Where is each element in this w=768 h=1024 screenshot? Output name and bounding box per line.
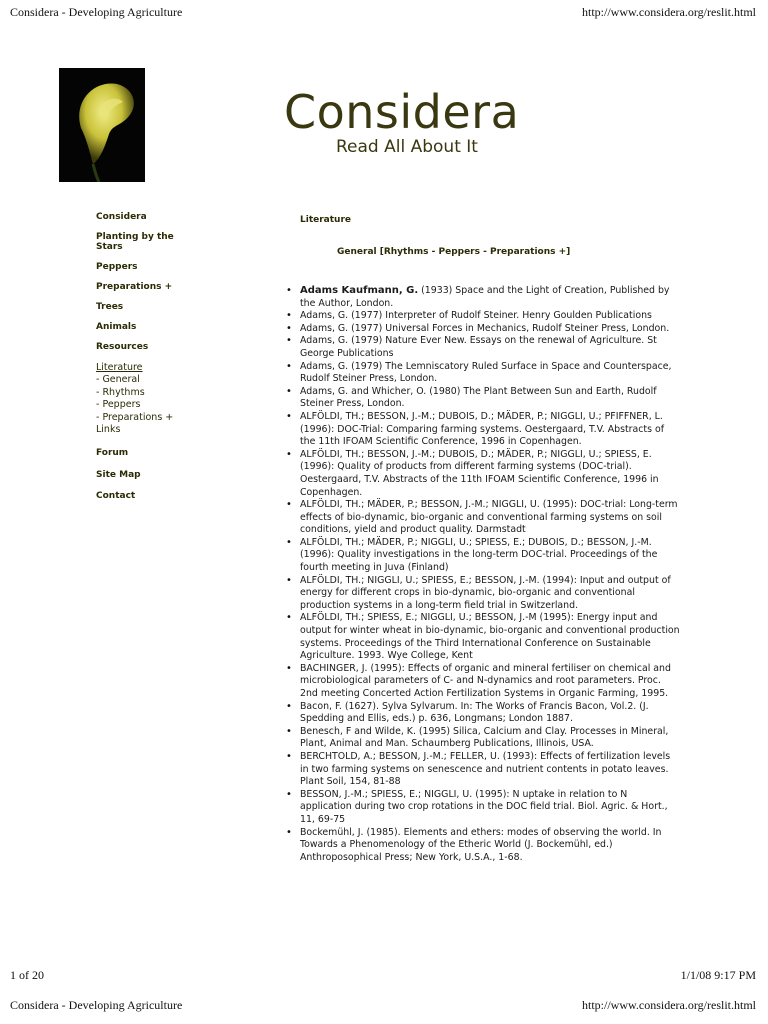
nav-item-resources[interactable]: Resources [96, 342, 149, 352]
nav-item-trees[interactable]: Trees [96, 302, 124, 312]
nav-subitem-rhythms[interactable]: - Rhythms [96, 386, 145, 398]
reference-item [300, 499, 680, 537]
page-count: 1 of 20 [10, 968, 44, 982]
main-content [300, 215, 680, 280]
nav-item-peppers[interactable]: Peppers [96, 262, 138, 272]
page-title: Literature [300, 215, 351, 225]
reference-item [300, 726, 680, 751]
reference-item [300, 411, 680, 449]
reference-text: Bacon, F. (1627). Sylva Sylvarum. In: The Works of Francis Bacon, Vol.2. (J. Spedding and Ellis, eds.) p. 636, Longmans; London 1887. [300, 700, 649, 725]
reference-item [300, 323, 680, 336]
print-timestamp: 1/1/08 9:17 PM [680, 968, 756, 982]
nav-item-forum[interactable]: Forum [96, 447, 129, 458]
reference-text: Adams, G. (1979) Nature Ever New. Essays on the renewal of Agriculture. St George Publications [300, 335, 657, 359]
nav-item-site-map[interactable]: Site Map [96, 469, 141, 480]
reference-author: Adams Kaufmann, G. [300, 285, 419, 296]
nav-subitem-general[interactable]: - General [96, 374, 140, 385]
reference-text: (1933) Space and the Light of Creation, Published by the Author, London. [300, 285, 670, 309]
literature-subnav[interactable]: General [Rhythms - Peppers - Preparations +] [337, 247, 571, 257]
print-header-url: http://www.considera.org/reslit.html [582, 5, 756, 19]
reference-text: ALFÖLDI, TH.; BESSON, J.-M.; DUBOIS, D.; MÄDER, P.; NIGGLI, U.; SPIESS, E. (1996): Quality of products from different farming systems (DOC-trial). Oestergaard, T.V. Abstracts of the 11th IFOAM Scientific Conference, 1996 in Copenhagen. [300, 448, 659, 498]
reference-text: ALFÖLDI, TH.; SPIESS, E.; NIGGLI, U.; BESSON, J.-M (1995): Energy input and output for winter wheat in bio-dynamic, bio-organic and conventional production systems. Proceedings of the Third International Conference on Sustainable Agriculture. 1993. Wye College, Kent [300, 612, 680, 662]
reference-text: ALFÖLDI, TH.; MÄDER, P.; BESSON, J.-M.; NIGGLI, U. (1995): DOC-trial: Long-term effects of bio-dynamic, bio-organic and conventional farming systems on soil conditions, yield and product quality. Darmstadt [300, 499, 678, 536]
reference-text: ALFÖLDI, TH.; BESSON, J.-M.; DUBOIS, D.; MÄDER, P.; NIGGLI, U.; PFIFFNER, L. (1996): DOC-Trial: Comparing farming systems. Oestergaard, T.V. Abstracts of the 11th IFOAM Scientific Conference, 1996 in Copenhagen. [300, 410, 665, 448]
calla-lily-image [59, 68, 145, 182]
nav-subitem-preparations[interactable]: - Preparations + [96, 411, 174, 423]
logo-tagline: Read All About It [336, 137, 478, 157]
reference-item [300, 361, 680, 386]
print-footer [10, 968, 756, 983]
nav-item-planting-by-the-stars[interactable]: Planting by the Stars [96, 232, 174, 252]
reference-item [300, 663, 680, 701]
nav-item-considera[interactable]: Considera [96, 212, 147, 222]
print-footer-url: http://www.considera.org/reslit.html [582, 998, 756, 1012]
reference-text: Adams, G. and Whicher, O. (1980) The Plant Between Sun and Earth, Rudolf Steiner Press, London. [300, 385, 657, 410]
reference-item [300, 386, 680, 411]
reference-text: BESSON, J.-M.; SPIESS, E.; NIGGLI, U. (1995): N uptake in relation to N application during two crop rotations in the DOC field trial. Biol. Agric. & Hort., 11, 69-75 [300, 788, 668, 825]
reference-item [300, 449, 680, 499]
reference-text: Bockemühl, J. (1985). Elements and ethers: modes of observing the world. In Towards a Phenomenology of the Etheric World (J. Bockemühl, ed.) Anthroposophical Press; New York, U.S.A., 1-68. [300, 826, 662, 863]
reference-text: Adams, G. (1977) Interpreter of Rudolf Steiner. Henry Goulden Publications [300, 310, 652, 322]
reference-text: Adams, G. (1979) The Lemniscatory Ruled Surface in Space and Counterspace, Rudolf Steiner Press, London. [300, 360, 672, 385]
reference-text: ALFÖLDI, TH.; MÄDER, P.; NIGGLI, U.; SPIESS, E.; DUBOIS, D.; BESSON, J.-M. (1996): Quality investigations in the long-term DOC-trial. Proceedings of the fourth meeting in Juva (Finland) [300, 536, 658, 574]
reference-item [300, 335, 680, 360]
print-footer-title: Considera - Developing Agriculture [10, 998, 183, 1012]
reference-text: BACHINGER, J. (1995): Effects of organic and mineral fertiliser on chemical and microbiological parameters of C- and N-dynamics and root parameters. Proc. 2nd meeting Concerted Action Fertilization Systems in Organic Farming, 1995. [300, 662, 671, 699]
nav-group-literature [96, 362, 196, 437]
site-logo[interactable] [284, 86, 584, 156]
logo-title: Considera [284, 85, 520, 139]
reference-list [300, 285, 680, 864]
reference-text: ALFÖLDI, TH.; NIGGLI, U.; SPIESS, E.; BESSON, J.-M. (1994): Input and output of energy for different crops in bio-dynamic, bio-organic and conventional production systems in a long-term field trial in Switzerland. [300, 574, 671, 611]
reference-item [300, 701, 680, 726]
print-footer-2 [10, 998, 756, 1013]
reference-item [300, 310, 680, 323]
reference-item [300, 612, 680, 662]
nav-subitem-peppers[interactable]: - Peppers [96, 399, 141, 410]
sidebar-nav [96, 212, 196, 511]
reference-item [300, 827, 680, 865]
reference-text: BERCHTOLD, A.; BESSON, J.-M.; FELLER, U. (1993): Effects of fertilization levels in two farming systems on senescence and nutrient contents in potato leaves. Plant Soil, 154, 81-88 [300, 750, 671, 788]
reference-item [300, 537, 680, 575]
nav-item-contact[interactable]: Contact [96, 490, 136, 501]
reference-item [300, 575, 680, 613]
reference-item [300, 751, 680, 789]
reference-text: Adams, G. (1977) Universal Forces in Mechanics, Rudolf Steiner Press, London. [300, 322, 670, 334]
nav-item-animals[interactable]: Animals [96, 322, 137, 332]
reference-item [300, 789, 680, 827]
reference-text: Benesch, F and Wilde, K. (1995) Silica, Calcium and Clay. Processes in Mineral, Plant, Animal and Man. Schaumberg Publications, Illinois, USA. [300, 725, 669, 750]
print-header [10, 5, 756, 20]
nav-item-preparations[interactable]: Preparations + [96, 282, 173, 292]
print-header-title: Considera - Developing Agriculture [10, 5, 183, 19]
calla-lily-icon [59, 68, 145, 182]
nav-subitem-links[interactable]: Links [96, 424, 121, 435]
nav-item-literature[interactable]: Literature [96, 362, 143, 373]
reference-item [300, 285, 680, 310]
